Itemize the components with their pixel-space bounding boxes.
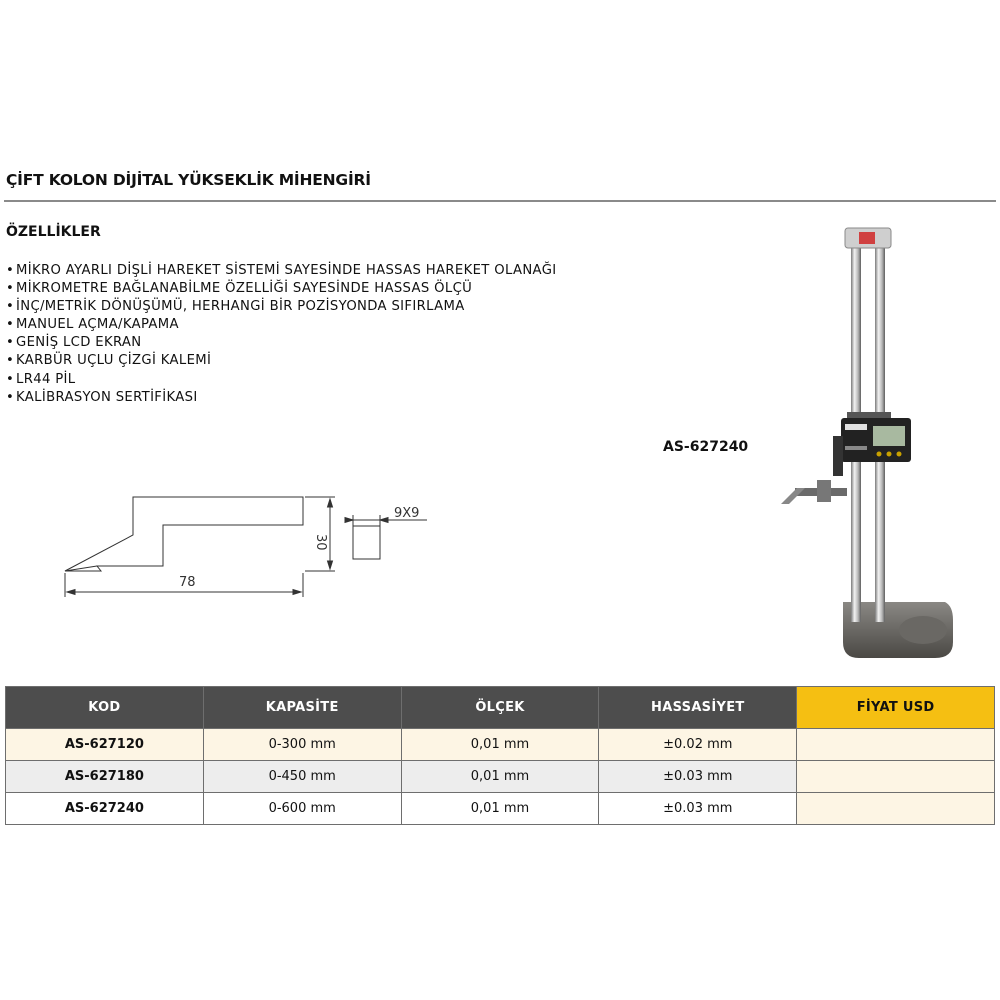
bullet: • bbox=[6, 335, 15, 351]
bullet: • bbox=[6, 281, 15, 297]
header-scale: ÖLÇEK bbox=[401, 687, 599, 729]
title-divider bbox=[4, 200, 996, 202]
bullet: • bbox=[6, 389, 15, 405]
cell-scale: 0,01 mm bbox=[401, 729, 599, 761]
table-row bbox=[6, 761, 995, 793]
cell-accuracy: ±0.02 mm bbox=[599, 729, 797, 761]
feature-item bbox=[6, 334, 557, 352]
lcd-display-icon bbox=[873, 426, 905, 446]
feature-item bbox=[6, 262, 557, 280]
scriber-outline bbox=[65, 497, 303, 571]
cell-capacity: 0-300 mm bbox=[203, 729, 401, 761]
cell-code: AS-627180 bbox=[6, 761, 204, 793]
table-header-row bbox=[6, 687, 995, 729]
bullet: • bbox=[6, 371, 15, 387]
cell-scale: 0,01 mm bbox=[401, 761, 599, 793]
bullet: • bbox=[6, 263, 15, 278]
cell-accuracy: ±0.03 mm bbox=[599, 793, 797, 825]
cell-code: AS-627120 bbox=[6, 729, 204, 761]
dimension-height: 30 bbox=[313, 534, 328, 551]
cell-scale: 0,01 mm bbox=[401, 793, 599, 825]
feature-text: GENİŞ LCD EKRAN bbox=[16, 335, 142, 351]
cell-code: AS-627240 bbox=[6, 793, 204, 825]
feature-text: İNÇ/METRİK DÖNÜŞÜMÜ, HERHANGİ BİR POZİSYONDA SIFIRLAMA bbox=[16, 299, 465, 315]
table-row bbox=[6, 729, 995, 761]
product-model-label: AS-627240 bbox=[663, 439, 749, 455]
dimension-section: 9X9 bbox=[394, 506, 420, 521]
feature-text: LR44 PİL bbox=[16, 371, 76, 387]
header-price: FİYAT USD bbox=[797, 687, 995, 729]
feature-text: MİKROMETRE BAĞLANABİLME ÖZELLİĞİ SAYESİNDE HASSAS ÖLÇÜ bbox=[16, 281, 473, 297]
bullet: • bbox=[6, 299, 15, 315]
table-row bbox=[6, 793, 995, 825]
feature-item bbox=[6, 352, 557, 370]
header-code: KOD bbox=[6, 687, 204, 729]
features-list bbox=[6, 262, 557, 407]
cross-section-square bbox=[353, 526, 380, 559]
spec-table bbox=[5, 686, 995, 825]
cell-price bbox=[797, 729, 995, 761]
cell-capacity: 0-450 mm bbox=[203, 761, 401, 793]
height-gauge-image bbox=[775, 222, 975, 662]
features-heading: ÖZELLİKLER bbox=[6, 224, 101, 240]
dimension-length: 78 bbox=[179, 575, 196, 590]
cell-accuracy: ±0.03 mm bbox=[599, 761, 797, 793]
feature-item bbox=[6, 371, 557, 389]
feature-item bbox=[6, 298, 557, 316]
feature-item bbox=[6, 316, 557, 334]
feature-item bbox=[6, 389, 557, 407]
header-accuracy: HASSASİYET bbox=[599, 687, 797, 729]
cell-price bbox=[797, 761, 995, 793]
cell-price bbox=[797, 793, 995, 825]
header-capacity: KAPASİTE bbox=[203, 687, 401, 729]
feature-item bbox=[6, 280, 557, 298]
feature-text: MANUEL AÇMA/KAPAMA bbox=[16, 317, 179, 333]
scriber-technical-drawing bbox=[55, 485, 445, 605]
feature-text: KARBÜR UÇLU ÇİZGİ KALEMİ bbox=[16, 353, 212, 369]
bullet: • bbox=[6, 353, 15, 369]
feature-text: MİKRO AYARLI DİŞLİ HAREKET SİSTEMİ SAYESİNDE HASSAS HAREKET OLANAĞI bbox=[16, 263, 557, 278]
bullet: • bbox=[6, 317, 15, 333]
page-title: ÇİFT KOLON DİJİTAL YÜKSEKLİK MİHENGİRİ bbox=[6, 171, 371, 189]
cell-capacity: 0-600 mm bbox=[203, 793, 401, 825]
feature-text: KALİBRASYON SERTİFİKASI bbox=[16, 389, 198, 405]
